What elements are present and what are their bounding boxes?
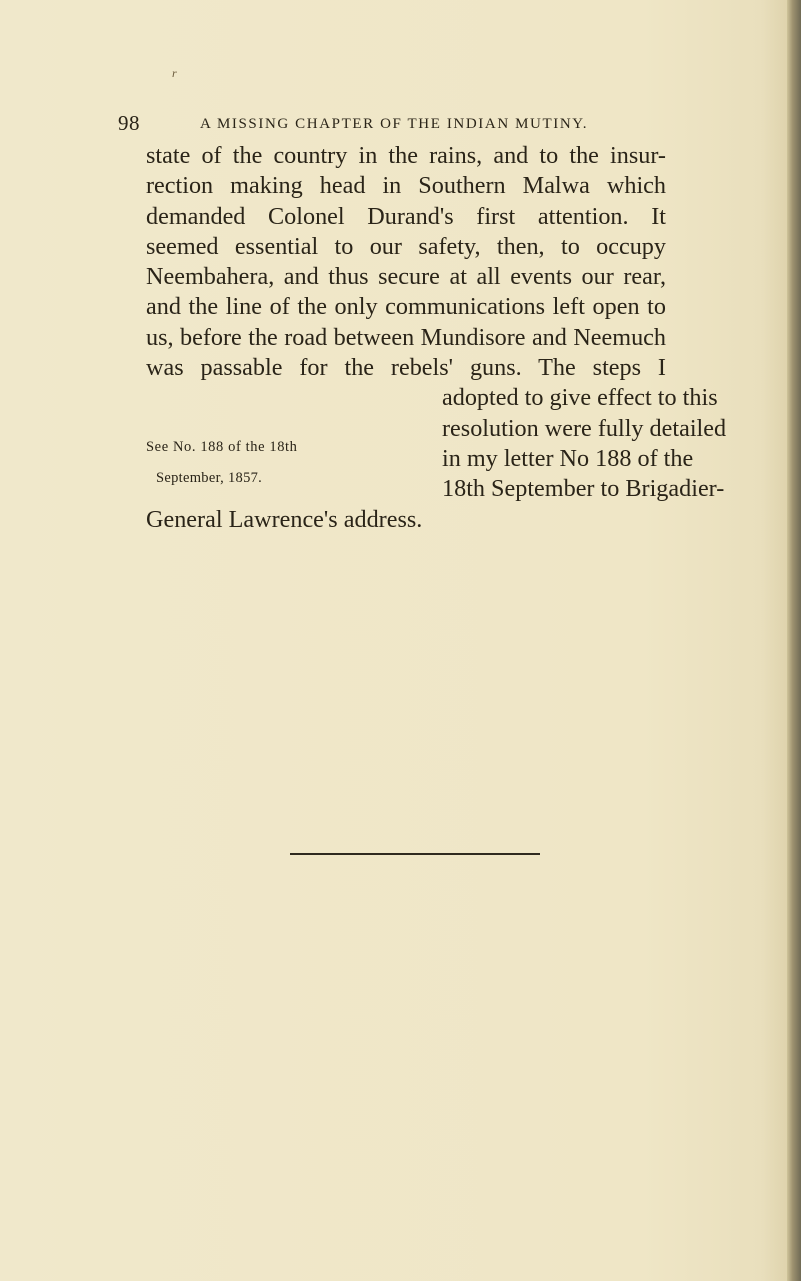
text-line: in my letter No 188 of the	[442, 444, 694, 472]
end-rule	[290, 853, 540, 855]
page-edge-shadow	[787, 0, 801, 1281]
margin-note-line: September, 1857.	[156, 469, 263, 486]
text-line: was passable for the rebels' guns. The steps I	[146, 354, 666, 382]
text-line: 18th September to Brigadier-	[442, 475, 725, 503]
text-line: demanded Colonel Durand's first attention. It	[146, 202, 666, 230]
print-speck: r	[172, 66, 177, 80]
text-line: seemed essential to our safety, then, to occupy	[146, 232, 666, 260]
text-line: and the line of the only communications left open to	[146, 293, 666, 321]
text-line: resolution were fully detailed	[442, 414, 727, 442]
text-line: state of the country in the rains, and to the insur-	[146, 142, 666, 169]
text-line: Neembahera, and thus secure at all events our rear,	[146, 263, 666, 291]
text-line: us, before the road between Mundisore and Neemuch	[146, 323, 666, 351]
text-line: adopted to give effect to this	[442, 384, 718, 412]
text-line: rection making head in Southern Malwa which	[146, 172, 666, 200]
margin-note-line: See No. 188 of the 18th	[146, 439, 298, 455]
page-header	[118, 111, 678, 135]
running-title: A MISSING CHAPTER OF THE INDIAN MUTINY.	[200, 116, 589, 132]
page-number: 98	[118, 111, 140, 135]
text-line: General Lawrence's address.	[146, 505, 423, 533]
margin-note	[146, 432, 386, 493]
